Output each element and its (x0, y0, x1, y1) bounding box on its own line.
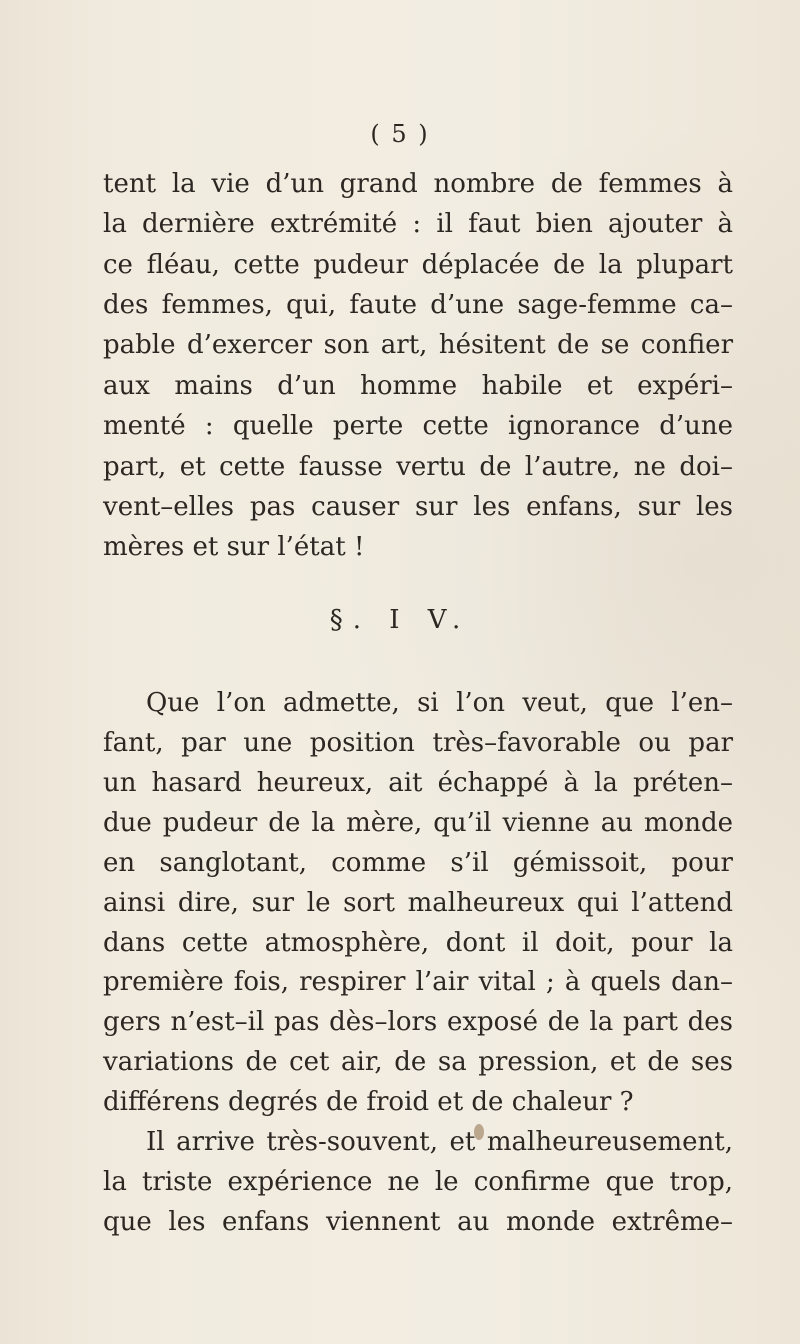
ink-stain (474, 1124, 484, 1140)
text-line: un hasard heureux, ait échappé à la préten– (103, 768, 733, 798)
text-line: due pudeur de la mère, qu’il vienne au monde (103, 808, 733, 838)
text-line: ce fléau, cette pudeur déplacée de la plupart (103, 250, 733, 280)
text-line: gers n’est–il pas dès–lors exposé de la part des (103, 1007, 733, 1037)
text-line: ainsi dire, sur le sort malheureux qui l’attend (103, 888, 733, 918)
text-line: mères et sur l’état ! (103, 532, 365, 562)
text-line: différens degrés de froid et de chaleur ? (103, 1087, 634, 1117)
text-line: vent–elles pas causer sur les enfans, sur les (103, 492, 733, 522)
text-line: Que l’on admette, si l’on veut, que l’en– (146, 688, 733, 718)
text-line: variations de cet air, de sa pression, et de ses (103, 1047, 733, 1077)
text-line: la dernière extrémité : il faut bien ajouter à (103, 209, 733, 239)
text-line: fant, par une position très–favorable ou par (103, 728, 733, 758)
text-line: dans cette atmosphère, dont il doit, pour la (103, 928, 733, 958)
text-line: première fois, respirer l’air vital ; à quels dan– (103, 967, 733, 997)
text-line: que les enfans viennent au monde extrême– (103, 1207, 733, 1237)
text-line: des femmes, qui, faute d’une sage-femme ca– (103, 290, 733, 320)
text-line: pable d’exercer son art, hésitent de se confier (103, 330, 733, 360)
text-line: tent la vie d’un grand nombre de femmes à (103, 169, 733, 199)
page-number: ( 5 ) (370, 120, 430, 148)
section-heading: §. I V. (329, 605, 471, 635)
text-line: en sanglotant, comme s’il gémissoit, pour (103, 848, 733, 878)
text-line: part, et cette fausse vertu de l’autre, ne doi– (103, 452, 733, 482)
text-line: menté : quelle perte cette ignorance d’une (103, 411, 733, 441)
text-line: Il arrive très-souvent, et malheureusement, (146, 1127, 733, 1157)
text-line: la triste expérience ne le confirme que trop, (103, 1167, 733, 1197)
text-line: aux mains d’un homme habile et expéri– (103, 371, 733, 401)
